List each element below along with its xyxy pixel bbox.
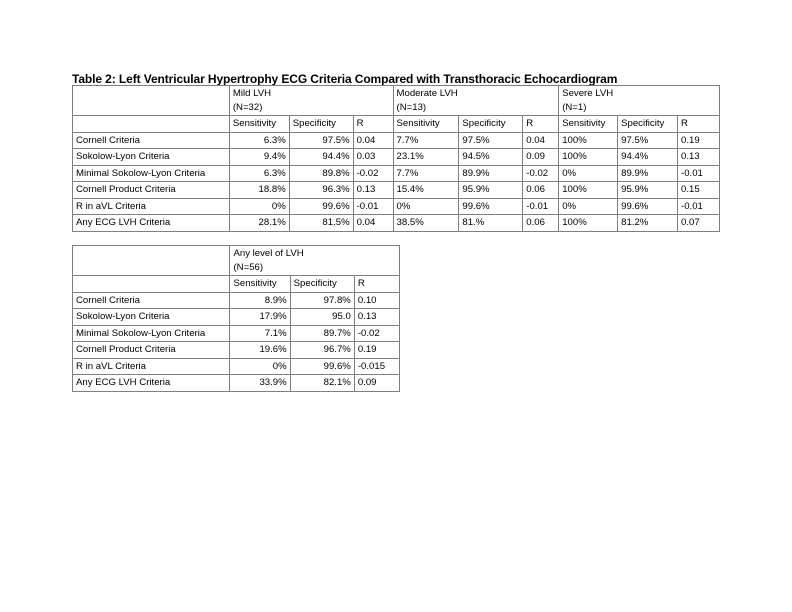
column-header: Specificity — [289, 116, 353, 133]
table-cell: 96.3% — [289, 182, 353, 199]
row-label: Cornell Product Criteria — [73, 182, 230, 199]
table-cell: 99.6% — [618, 198, 678, 215]
table-row — [73, 165, 720, 182]
group-name: Severe LVH — [562, 88, 614, 99]
group-header-moderate — [393, 86, 559, 116]
table-cell: 6.3% — [229, 132, 289, 149]
table-cell: 7.7% — [393, 165, 459, 182]
group-header-severe — [559, 86, 720, 116]
table-cell: 0.04 — [353, 215, 393, 232]
table-cell: 0.19 — [678, 132, 720, 149]
table-cell: 0.19 — [354, 342, 399, 359]
row-label: Any ECG LVH Criteria — [73, 375, 230, 392]
table-cell: 0.09 — [523, 149, 559, 166]
column-header: R — [354, 276, 399, 293]
table-cell: 81.5% — [289, 215, 353, 232]
table-cell: 0.06 — [523, 182, 559, 199]
table-row — [73, 325, 400, 342]
table-cell: 0.06 — [523, 215, 559, 232]
group-n: (N=1) — [562, 102, 587, 113]
table-cell: 0% — [393, 198, 459, 215]
row-label-header — [73, 246, 230, 276]
table-cell: 89.9% — [459, 165, 523, 182]
any-lvh-table — [72, 245, 400, 392]
group-n: (N=56) — [233, 262, 264, 273]
table-cell: 38.5% — [393, 215, 459, 232]
column-header: R — [353, 116, 393, 133]
table-title: Table 2: Left Ventricular Hypertrophy ECG Criteria Compared with Transthoracic Echocardiogram — [72, 72, 618, 86]
row-label-header — [73, 86, 230, 116]
table-cell: 97.8% — [290, 292, 354, 309]
table-cell: 97.5% — [618, 132, 678, 149]
row-label: Sokolow-Lyon Criteria — [73, 309, 230, 326]
table-cell: 95.0 — [290, 309, 354, 326]
table-cell: 82.1% — [290, 375, 354, 392]
table-cell: 0% — [229, 198, 289, 215]
table-cell: 97.5% — [289, 132, 353, 149]
empty-header-cell — [73, 116, 230, 133]
row-label: Cornell Criteria — [73, 132, 230, 149]
group-header-row — [73, 86, 720, 116]
table-cell: -0.01 — [353, 198, 393, 215]
table-cell: 95.9% — [459, 182, 523, 199]
column-header-row — [73, 276, 400, 293]
table-row — [73, 198, 720, 215]
table-cell: 0% — [230, 358, 290, 375]
group-n: (N=13) — [396, 102, 427, 113]
row-label: Cornell Criteria — [73, 292, 230, 309]
table-cell: 0% — [559, 198, 618, 215]
column-header: Sensitivity — [393, 116, 459, 133]
table-row — [73, 149, 720, 166]
group-header-any — [230, 246, 400, 276]
table-cell: 18.8% — [229, 182, 289, 199]
table-cell: 94.4% — [289, 149, 353, 166]
table-cell: 0.13 — [678, 149, 720, 166]
table-cell: -0.02 — [354, 325, 399, 342]
table-cell: 0% — [559, 165, 618, 182]
group-name: Moderate LVH — [396, 88, 458, 99]
row-label: Minimal Sokolow-Lyon Criteria — [73, 325, 230, 342]
table-cell: -0.015 — [354, 358, 399, 375]
table-body — [73, 132, 720, 231]
table-cell: 28.1% — [229, 215, 289, 232]
table-cell: 94.4% — [618, 149, 678, 166]
group-name: Any level of LVH — [233, 248, 304, 259]
column-header: Specificity — [459, 116, 523, 133]
table-cell: 89.8% — [289, 165, 353, 182]
table-cell: -0.01 — [678, 165, 720, 182]
table-cell: 81.% — [459, 215, 523, 232]
column-header: Sensitivity — [559, 116, 618, 133]
table-cell: 89.7% — [290, 325, 354, 342]
table-cell: 100% — [559, 182, 618, 199]
row-label: R in aVL Criteria — [73, 198, 230, 215]
table-row — [73, 342, 400, 359]
table-cell: 97.5% — [459, 132, 523, 149]
table-cell: 94.5% — [459, 149, 523, 166]
group-header-row — [73, 246, 400, 276]
group-n: (N=32) — [232, 102, 263, 113]
column-header: Specificity — [618, 116, 678, 133]
table-cell: 19.6% — [230, 342, 290, 359]
table-row — [73, 358, 400, 375]
column-header: R — [678, 116, 720, 133]
table-cell: 7.7% — [393, 132, 459, 149]
table-cell: 0.13 — [353, 182, 393, 199]
table-cell: -0.02 — [523, 165, 559, 182]
empty-header-cell — [73, 276, 230, 293]
table-row — [73, 132, 720, 149]
table-cell: 99.6% — [290, 358, 354, 375]
table-cell: 81.2% — [618, 215, 678, 232]
table-cell: 33.9% — [230, 375, 290, 392]
row-label: Any ECG LVH Criteria — [73, 215, 230, 232]
table-cell: 95.9% — [618, 182, 678, 199]
table-cell: 15.4% — [393, 182, 459, 199]
table-cell: 0.10 — [354, 292, 399, 309]
table-row — [73, 309, 400, 326]
row-label: Sokolow-Lyon Criteria — [73, 149, 230, 166]
table-cell: 0.15 — [678, 182, 720, 199]
table-cell: -0.02 — [353, 165, 393, 182]
table-cell: 7.1% — [230, 325, 290, 342]
table-cell: 0.04 — [353, 132, 393, 149]
row-label: R in aVL Criteria — [73, 358, 230, 375]
table-cell: 96.7% — [290, 342, 354, 359]
table-cell: -0.01 — [523, 198, 559, 215]
table-cell: 8.9% — [230, 292, 290, 309]
table-cell: 0.07 — [678, 215, 720, 232]
column-header: Sensitivity — [230, 276, 290, 293]
table-row — [73, 375, 400, 392]
table-cell: 6.3% — [229, 165, 289, 182]
table-cell: 99.6% — [459, 198, 523, 215]
table-cell: 23.1% — [393, 149, 459, 166]
table-row — [73, 292, 400, 309]
table-cell: 17.9% — [230, 309, 290, 326]
column-header: Sensitivity — [229, 116, 289, 133]
table-cell: 89.9% — [618, 165, 678, 182]
table-cell: 9.4% — [229, 149, 289, 166]
table-cell: 99.6% — [289, 198, 353, 215]
row-label: Minimal Sokolow-Lyon Criteria — [73, 165, 230, 182]
table-cell: 0.09 — [354, 375, 399, 392]
table-row — [73, 182, 720, 199]
table-cell: 0.03 — [353, 149, 393, 166]
column-header: Specificity — [290, 276, 354, 293]
table-cell: 0.13 — [354, 309, 399, 326]
column-header: R — [523, 116, 559, 133]
table-row — [73, 215, 720, 232]
table-body — [73, 292, 400, 391]
lvh-severity-table — [72, 85, 720, 232]
table-cell: 100% — [559, 132, 618, 149]
group-name: Mild LVH — [232, 88, 272, 99]
table-cell: 100% — [559, 215, 618, 232]
column-header-row — [73, 116, 720, 133]
row-label: Cornell Product Criteria — [73, 342, 230, 359]
table-cell: 100% — [559, 149, 618, 166]
table-cell: -0.01 — [678, 198, 720, 215]
group-header-mild — [229, 86, 393, 116]
table-cell: 0.04 — [523, 132, 559, 149]
